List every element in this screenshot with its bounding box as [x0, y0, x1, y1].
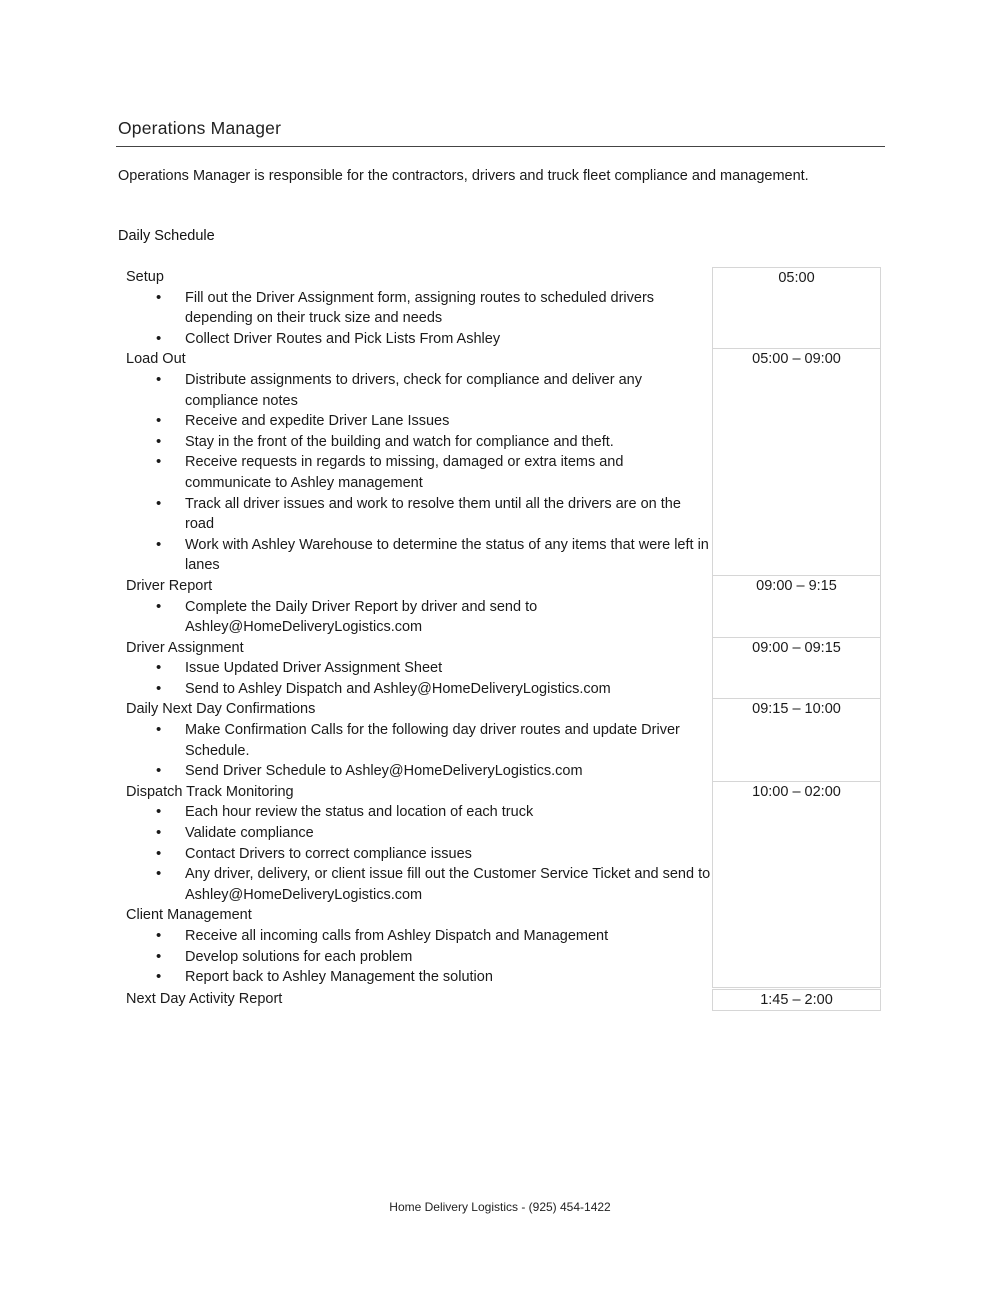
- task-list: [126, 288, 712, 350]
- task-item: • Receive and expedite Driver Lane Issues: [126, 411, 712, 432]
- schedule-block-heading: Driver Assignment: [126, 639, 244, 656]
- schedule-block-driver-assignment: [126, 638, 883, 700]
- schedule-block-heading: Daily Next Day Confirmations: [126, 701, 316, 718]
- schedule-block-content: [126, 576, 712, 638]
- task-item: • Issue Updated Driver Assignment Sheet: [126, 658, 712, 679]
- title-divider: [116, 146, 885, 147]
- schedule-time-cell: 05:00: [712, 267, 881, 349]
- task-item: • Each hour review the status and location of each truck: [126, 802, 712, 823]
- task-item: • Develop solutions for each problem: [126, 947, 712, 968]
- task-item: • Receive all incoming calls from Ashley Dispatch and Management: [126, 926, 712, 947]
- schedule-time-cell: 09:00 – 09:15: [712, 638, 881, 700]
- task-item: • Any driver, delivery, or client issue fill out the Customer Service Ticket and send to Ashley@HomeDeliveryLogistics.com: [126, 864, 712, 905]
- schedule-block-content: [126, 989, 712, 1012]
- task-item: • Contact Drivers to correct compliance issues: [126, 844, 712, 865]
- task-item: • Stay in the front of the building and watch for compliance and theft.: [126, 432, 712, 453]
- schedule-block-heading: Client Management: [126, 907, 252, 924]
- schedule-block-heading: Next Day Activity Report: [126, 990, 283, 1007]
- daily-schedule-heading: Daily Schedule: [118, 228, 215, 244]
- daily-schedule-table: [126, 267, 883, 1011]
- schedule-block-heading: Load Out: [126, 351, 186, 368]
- task-item: • Send to Ashley Dispatch and Ashley@HomeDeliveryLogistics.com: [126, 679, 712, 700]
- task-item: • Work with Ashley Warehouse to determine the status of any items that were left in lanes: [126, 535, 712, 576]
- task-list: [126, 658, 712, 699]
- schedule-block-heading: Driver Report: [126, 577, 213, 594]
- task-item: • Receive requests in regards to missing, damaged or extra items and communicate to Ashley management: [126, 452, 712, 493]
- schedule-block-content: [126, 782, 712, 988]
- schedule-block-load-out: [126, 349, 883, 576]
- task-list: [126, 370, 712, 576]
- task-list: [126, 926, 712, 988]
- schedule-block-content: [126, 267, 712, 349]
- task-item: • Make Confirmation Calls for the following day driver routes and update Driver Schedule.: [126, 720, 712, 761]
- schedule-time-cell: 09:00 – 9:15: [712, 576, 881, 638]
- schedule-block-content: [126, 699, 712, 781]
- schedule-block-heading: Dispatch Track Monitoring: [126, 783, 294, 800]
- schedule-block-content: [126, 638, 712, 700]
- schedule-block-content: [126, 349, 712, 576]
- task-item: • Validate compliance: [126, 823, 712, 844]
- schedule-time-cell: 1:45 – 2:00: [712, 989, 881, 1012]
- schedule-block-next-day-activity-report: [126, 989, 883, 1012]
- task-item: • Distribute assignments to drivers, check for compliance and deliver any compliance notes: [126, 370, 712, 411]
- task-item: • Send Driver Schedule to Ashley@HomeDeliveryLogistics.com: [126, 761, 712, 782]
- task-list: [126, 597, 712, 638]
- task-item: • Report back to Ashley Management the solution: [126, 967, 712, 988]
- task-item: • Fill out the Driver Assignment form, assigning routes to scheduled drivers depending on their truck size and needs: [126, 288, 712, 329]
- task-list: [126, 720, 712, 782]
- schedule-block-dispatch-and-client: [126, 782, 883, 988]
- schedule-block-driver-report: [126, 576, 883, 638]
- schedule-block-setup: [126, 267, 883, 349]
- page-footer: Home Delivery Logistics - (925) 454-1422: [389, 1200, 611, 1214]
- schedule-block-heading: Setup: [126, 269, 164, 285]
- task-item: • Collect Driver Routes and Pick Lists From Ashley: [126, 329, 712, 350]
- schedule-time-cell: 09:15 – 10:00: [712, 699, 881, 781]
- task-item: • Complete the Daily Driver Report by driver and send to Ashley@HomeDeliveryLogistics.com: [126, 597, 712, 638]
- intro-paragraph: Operations Manager is responsible for the contractors, drivers and truck fleet compliance and management.: [118, 168, 809, 184]
- schedule-time-cell: 05:00 – 09:00: [712, 349, 881, 576]
- task-item: • Track all driver issues and work to resolve them until all the drivers are on the road: [126, 494, 712, 535]
- schedule-time-cell: 10:00 – 02:00: [712, 782, 881, 988]
- task-list: [126, 802, 712, 905]
- page-title: Operations Manager: [118, 118, 282, 138]
- schedule-block-next-day-confirmations: [126, 699, 883, 781]
